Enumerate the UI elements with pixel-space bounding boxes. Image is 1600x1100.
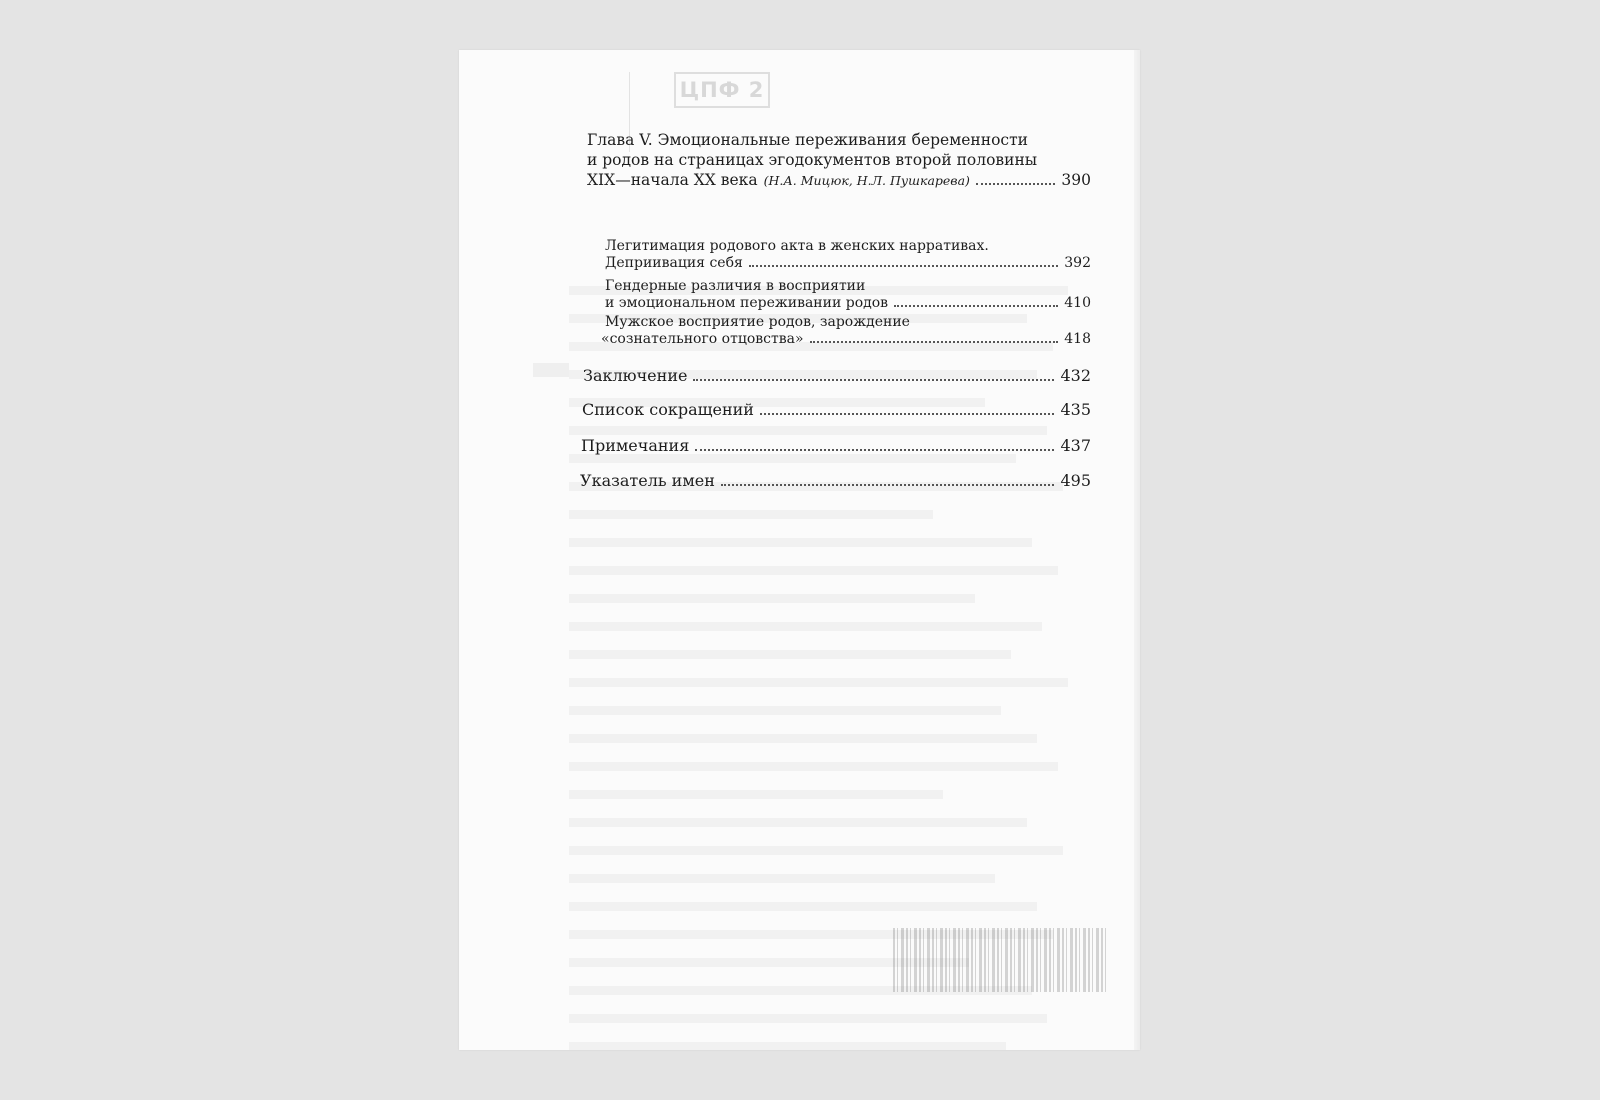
page-number: 390 bbox=[1061, 171, 1091, 189]
leader-dots bbox=[695, 449, 1054, 451]
leader-dots bbox=[976, 183, 1055, 185]
table-of-contents bbox=[459, 50, 1140, 1050]
page-number: 410 bbox=[1064, 295, 1091, 311]
toc-abbreviations[interactable] bbox=[582, 400, 1091, 420]
entry-title: Список сокращений bbox=[582, 400, 754, 419]
toc-notes[interactable] bbox=[581, 436, 1091, 456]
library-stamp: ЦПФ 2 bbox=[674, 72, 770, 108]
chapter-title-line-1: Глава V. Эмоциональные переживания беременности bbox=[587, 131, 1029, 149]
section-title-line-1: Гендерные различия в восприятии bbox=[605, 278, 866, 294]
toc-section[interactable] bbox=[601, 314, 1091, 348]
section-title-line-2: «сознательного отцовства» bbox=[601, 331, 804, 347]
section-title-line-2: Деприивация себя bbox=[605, 255, 743, 271]
toc-chapter-5[interactable] bbox=[587, 130, 1091, 191]
toc-name-index[interactable] bbox=[580, 471, 1091, 491]
toc-section[interactable] bbox=[605, 278, 1091, 312]
chapter-title-line-2: и родов на страницах эгодокументов второй половины bbox=[587, 151, 1038, 169]
chapter-title-line-3: XIX—начала XX века bbox=[587, 171, 758, 189]
page-number: 435 bbox=[1060, 400, 1091, 419]
page-number: 495 bbox=[1060, 471, 1091, 490]
entry-title: Примечания bbox=[581, 436, 690, 455]
book-page bbox=[459, 50, 1140, 1050]
section-title-line-2: и эмоциональном переживании родов bbox=[605, 295, 889, 311]
page-number: 432 bbox=[1060, 366, 1091, 385]
leader-dots bbox=[721, 484, 1055, 486]
leader-dots bbox=[693, 379, 1054, 381]
leader-dots bbox=[749, 265, 1058, 267]
leader-dots bbox=[810, 341, 1059, 343]
leader-dots bbox=[760, 413, 1054, 415]
page-number: 392 bbox=[1064, 255, 1091, 271]
section-title-line-1: Мужское восприятие родов, зарождение bbox=[605, 314, 910, 330]
chapter-authors: (Н.А. Мицюк, Н.Л. Пушкарева) bbox=[763, 173, 970, 188]
leader-dots bbox=[894, 305, 1058, 307]
page-number: 437 bbox=[1060, 436, 1091, 455]
page-number: 418 bbox=[1064, 331, 1091, 347]
toc-section[interactable] bbox=[605, 238, 1091, 272]
toc-conclusion[interactable] bbox=[583, 366, 1091, 386]
section-title-line-1: Легитимация родового акта в женских нарративах. bbox=[605, 238, 989, 254]
entry-title: Указатель имен bbox=[580, 471, 715, 490]
entry-title: Заключение bbox=[583, 366, 688, 385]
